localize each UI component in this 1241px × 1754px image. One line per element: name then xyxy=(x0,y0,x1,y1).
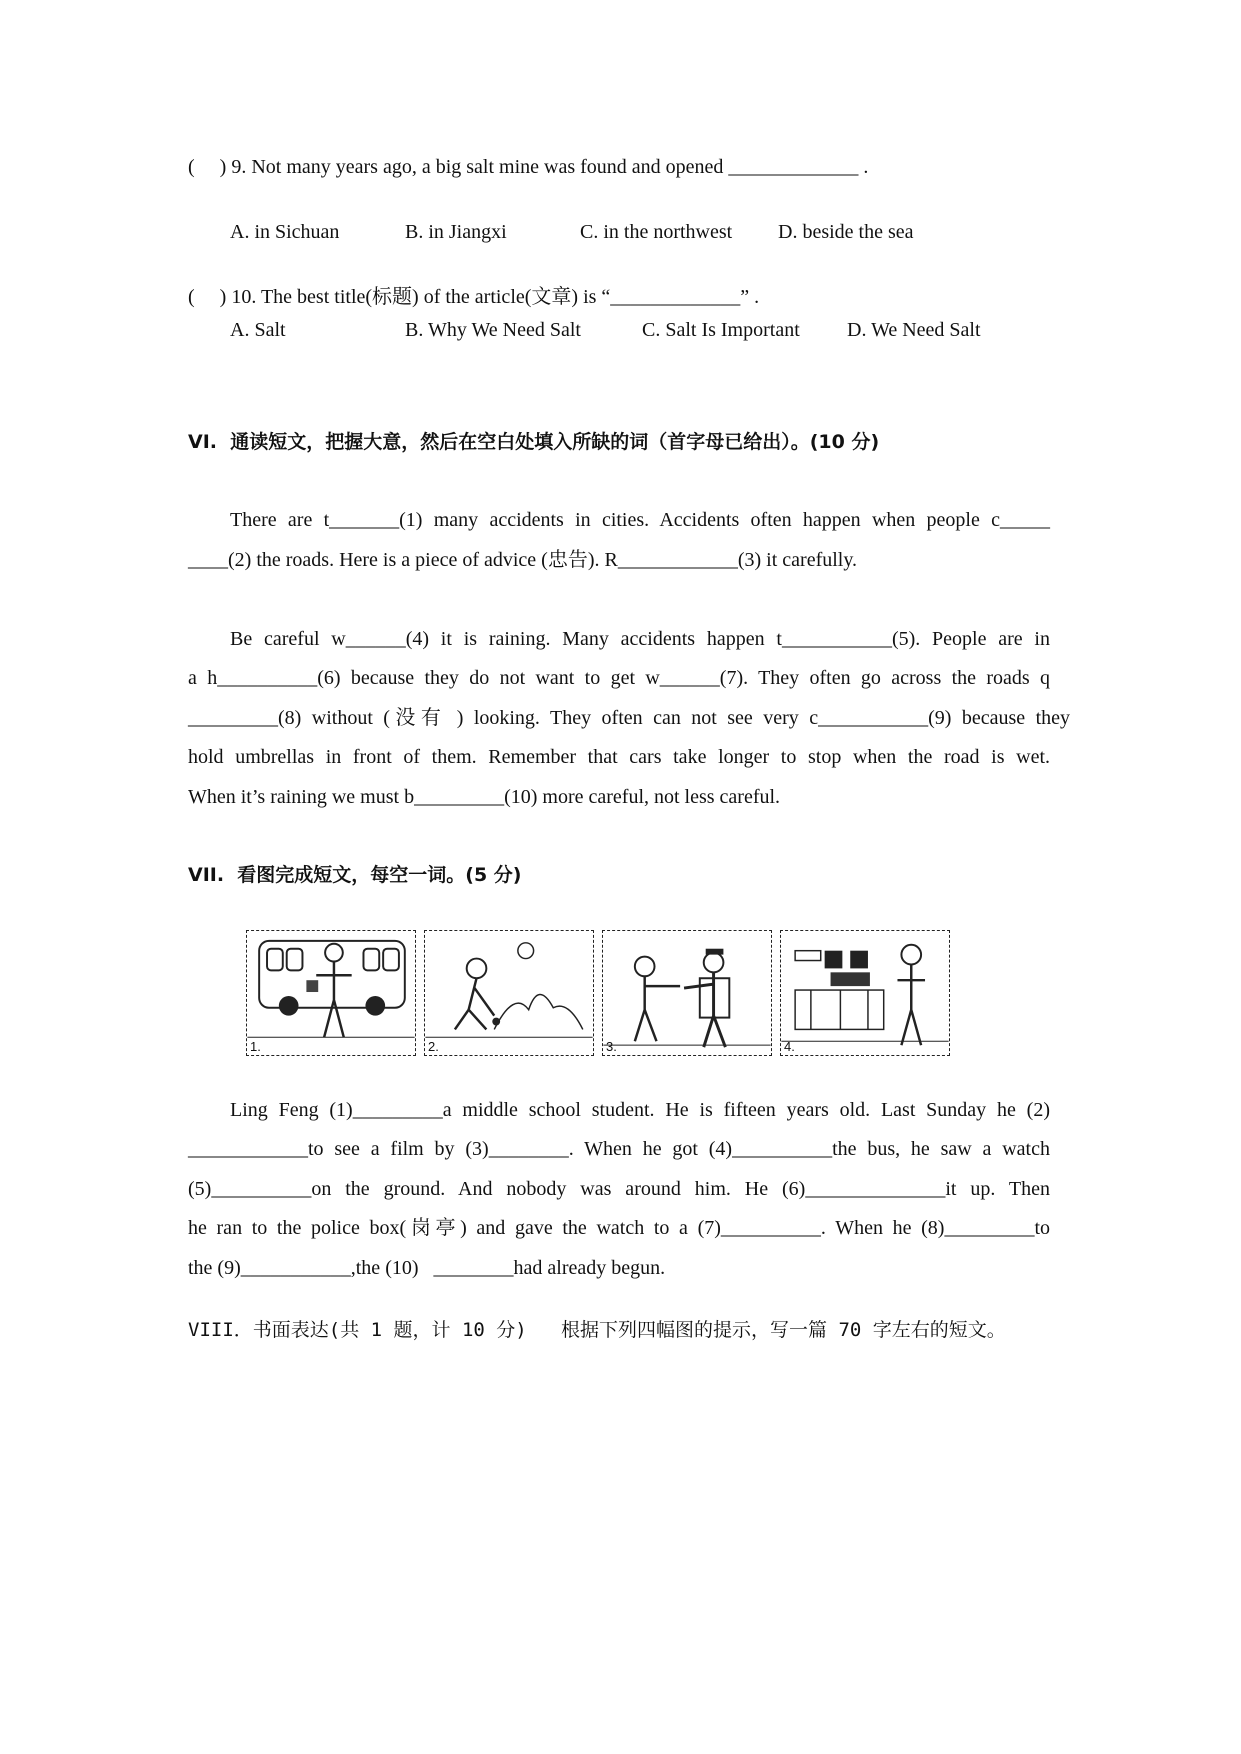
q9-stem: ( ) 9. Not many years ago, a big salt mine was found and opened _____________ . xyxy=(188,156,869,178)
q9-option-d: D. beside the sea xyxy=(778,221,914,243)
section7-line-4: he ran to the police box(岗亭) and gave the watch to a (7)__________. When he (8)_________to xyxy=(188,1217,1050,1239)
section7-heading: VII. 看图完成短文，每空一词。(5 分) xyxy=(188,864,522,886)
section6-line-2: ____(2) the roads. Here is a piece of advice (忠告). R____________(3) it carefully. xyxy=(188,549,858,571)
panel-number-4: 4. xyxy=(784,1039,795,1054)
q9-option-c: C. in the northwest xyxy=(580,221,733,243)
q10-option-d: D. We Need Salt xyxy=(847,319,981,341)
q10-option-a: A. Salt xyxy=(230,319,286,341)
panel-number-3: 3. xyxy=(606,1039,617,1054)
section6-line-6: hold umbrellas in front of them. Remember that cars take longer to stop when the road is wet. xyxy=(188,746,1050,768)
picking-up-watch-illustration xyxy=(425,931,593,1055)
cinema-illustration xyxy=(781,931,949,1055)
section6-line-7: When it’s raining we must b_________(10) more careful, not less careful. xyxy=(188,786,781,808)
section7-line-2: ____________to see a film by (3)________. When he got (4)__________the bus, he saw a watch xyxy=(188,1138,1050,1160)
q9-option-a: A. in Sichuan xyxy=(230,221,340,243)
picture-panel-3 xyxy=(602,930,772,1056)
q10-stem: ( ) 10. The best title(标题) of the article(文章) is “_____________” . xyxy=(188,286,760,308)
panel-number-1: 1. xyxy=(250,1039,261,1054)
section8-heading: VIII．书面表达(共 1 题，计 10 分) 根据下列四幅图的提示，写一篇 70 字左右的短文。 xyxy=(188,1319,1006,1341)
q10-option-c: C. Salt Is Important xyxy=(642,319,800,341)
section6-heading: VI. 通读短文，把握大意，然后在空白处填入所缺的词（首字母已给出）。(10 分) xyxy=(188,431,880,453)
section7-line-1: Ling Feng (1)_________a middle school student. He is fifteen years old. Last Sunday he (2) xyxy=(230,1099,1050,1121)
panel-number-2: 2. xyxy=(428,1039,439,1054)
bus-scene-illustration xyxy=(247,931,415,1055)
section6-line-3: Be careful w______(4) it is raining. Many accidents happen t___________(5). People are in xyxy=(230,628,1050,650)
picture-panel-2 xyxy=(424,930,594,1056)
q10-option-b: B. Why We Need Salt xyxy=(405,319,581,341)
section7-line-3: (5)__________on the ground. And nobody was around him. He (6)______________it up. Then xyxy=(188,1178,1050,1200)
picture-strip xyxy=(246,930,952,1056)
picture-panel-4 xyxy=(780,930,950,1056)
giving-watch-illustration xyxy=(603,931,771,1055)
section6-line-5: _________(8) without (没有 ) looking. They often can not see very c___________(9) because they xyxy=(188,707,1070,729)
section6-line-1: There are t_______(1) many accidents in cities. Accidents often happen when people c_____ xyxy=(230,509,1050,531)
picture-panel-1 xyxy=(246,930,416,1056)
section7-line-5: the (9)___________,the (10) ________had already begun. xyxy=(188,1257,666,1279)
section6-line-4: a h__________(6) because they do not want to get w______(7). They often go across the roads q xyxy=(188,667,1050,689)
q9-option-b: B. in Jiangxi xyxy=(405,221,507,243)
